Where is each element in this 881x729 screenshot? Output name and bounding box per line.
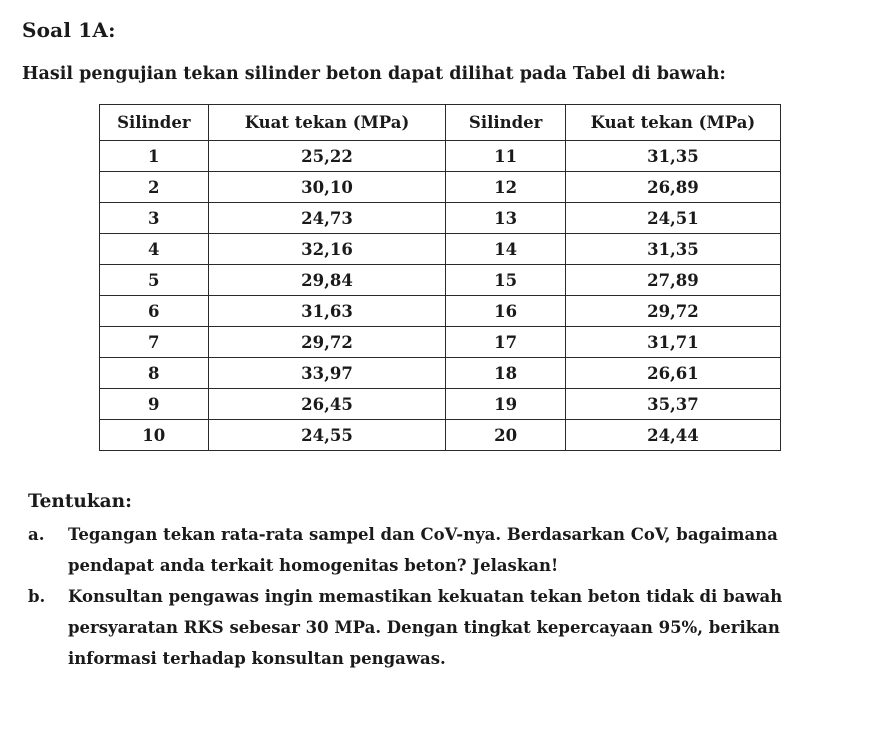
- table-cell: 16: [446, 296, 565, 327]
- table-cell: 32,16: [208, 234, 446, 265]
- table-cell: 26,45: [208, 389, 446, 420]
- table-cell: 29,72: [565, 296, 780, 327]
- table-cell: 15: [446, 265, 565, 296]
- table-cell: 27,89: [565, 265, 780, 296]
- column-header-silinder: Silinder: [446, 105, 565, 141]
- table-row: [100, 296, 781, 327]
- table-cell: 31,63: [208, 296, 446, 327]
- compressive-strength-table: [99, 104, 781, 451]
- table-cell: 18: [446, 358, 565, 389]
- tasks-title: Tentukan:: [28, 491, 132, 512]
- table-cell: 10: [100, 420, 209, 451]
- table-header-row: [100, 105, 781, 141]
- column-header-kuat-tekan: Kuat tekan (MPa): [208, 105, 446, 141]
- table-cell: 5: [100, 265, 209, 296]
- table-cell: 31,35: [565, 234, 780, 265]
- task-marker: a.: [28, 525, 45, 544]
- table-row: [100, 172, 781, 203]
- table-cell: 26,89: [565, 172, 780, 203]
- table-cell: 30,10: [208, 172, 446, 203]
- table-cell: 35,37: [565, 389, 780, 420]
- table-cell: 1: [100, 141, 209, 172]
- intro-text: Hasil pengujian tekan silinder beton dapat dilihat pada Tabel di bawah:: [22, 64, 726, 84]
- table-cell: 24,55: [208, 420, 446, 451]
- table-cell: 24,44: [565, 420, 780, 451]
- table-cell: 19: [446, 389, 565, 420]
- table-cell: 26,61: [565, 358, 780, 389]
- table-cell: 29,72: [208, 327, 446, 358]
- table-row: [100, 203, 781, 234]
- column-header-silinder: Silinder: [100, 105, 209, 141]
- table-row: [100, 141, 781, 172]
- task-marker: b.: [28, 587, 46, 606]
- table-cell: 17: [446, 327, 565, 358]
- table-cell: 12: [446, 172, 565, 203]
- table-cell: 33,97: [208, 358, 446, 389]
- table-cell: 24,51: [565, 203, 780, 234]
- table-cell: 4: [100, 234, 209, 265]
- table-cell: 14: [446, 234, 565, 265]
- column-header-kuat-tekan: Kuat tekan (MPa): [565, 105, 780, 141]
- table-cell: 13: [446, 203, 565, 234]
- task-text: Konsultan pengawas ingin memastikan kekuatan tekan beton tidak di bawah persyaratan RKS sebesar 30 MPa. Dengan tingkat kepercayaan 95%, berikan informasi terhadap konsultan pengawas.: [68, 587, 783, 668]
- problem-heading: Soal 1A:: [22, 18, 116, 42]
- table-cell: 2: [100, 172, 209, 203]
- table-cell: 7: [100, 327, 209, 358]
- table-cell: 31,35: [565, 141, 780, 172]
- table-row: [100, 389, 781, 420]
- task-text: Tegangan tekan rata-rata sampel dan CoV-nya. Berdasarkan CoV, bagaimana pendapat anda terkait homogenitas beton? Jelaskan!: [68, 525, 778, 575]
- table-cell: 20: [446, 420, 565, 451]
- table-row: [100, 265, 781, 296]
- task-item-a: [28, 519, 848, 581]
- table-cell: 25,22: [208, 141, 446, 172]
- table-cell: 9: [100, 389, 209, 420]
- table-cell: 8: [100, 358, 209, 389]
- task-item-b: [28, 581, 848, 674]
- table-cell: 31,71: [565, 327, 780, 358]
- table-cell: 29,84: [208, 265, 446, 296]
- table-cell: 3: [100, 203, 209, 234]
- table-cell: 11: [446, 141, 565, 172]
- table-row: [100, 234, 781, 265]
- table-row: [100, 358, 781, 389]
- table-row: [100, 327, 781, 358]
- table-cell: 6: [100, 296, 209, 327]
- table-row: [100, 420, 781, 451]
- table-cell: 24,73: [208, 203, 446, 234]
